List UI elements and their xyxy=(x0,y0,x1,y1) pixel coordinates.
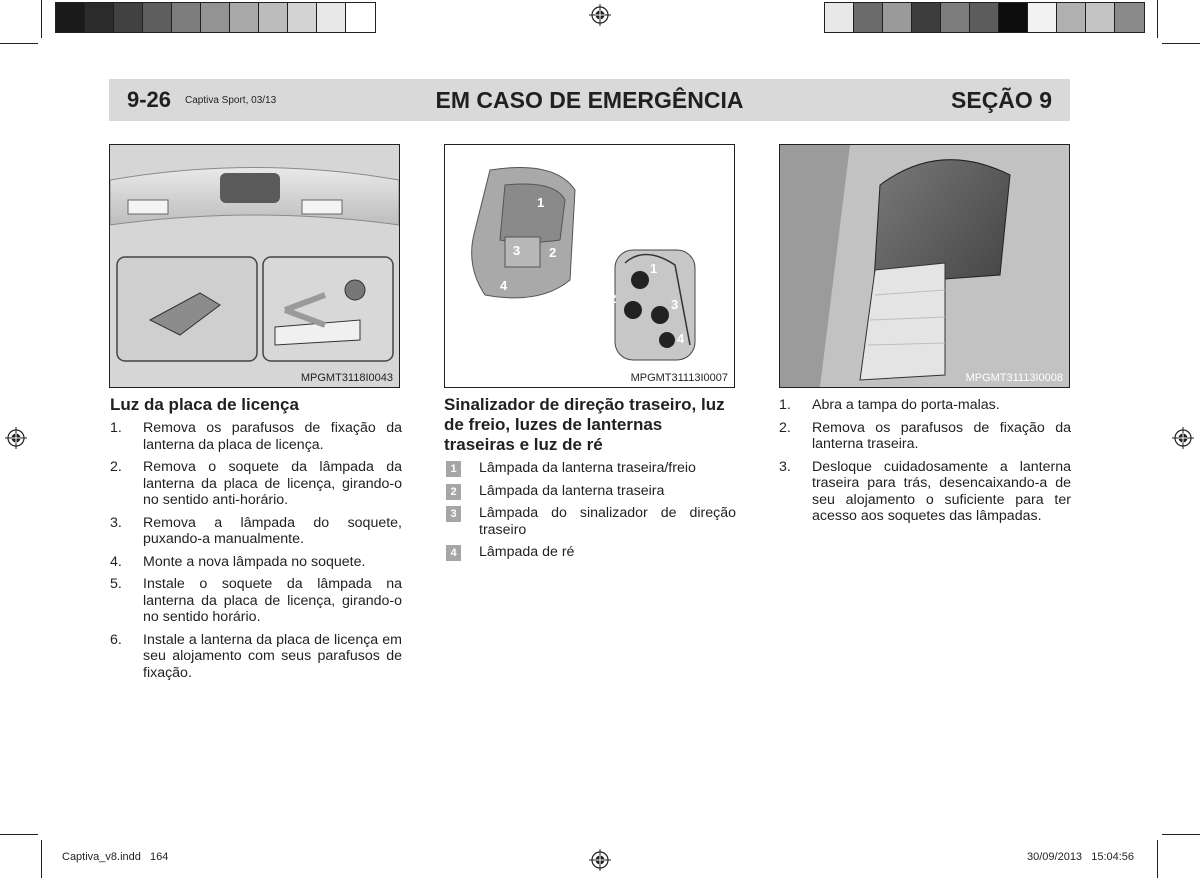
crop-mark xyxy=(1162,43,1200,44)
step-number: 1. xyxy=(110,420,122,436)
step-number: 2. xyxy=(779,419,791,436)
color-swatch xyxy=(85,3,114,32)
column-license-plate-lamp xyxy=(110,395,402,687)
color-swatch xyxy=(1057,3,1086,32)
color-swatch xyxy=(143,3,172,32)
step-text: Instale o soquete da lâmpada na lanterna da placa de licença, girando-o no sentido horário. xyxy=(143,576,402,625)
section-heading: Luz da placa de licença xyxy=(110,395,299,414)
color-swatch xyxy=(825,3,854,32)
color-bar-left xyxy=(55,2,376,33)
column-tail-lamp-removal xyxy=(779,397,1071,531)
registration-mark-icon xyxy=(1172,427,1194,449)
registration-mark-icon xyxy=(5,427,27,449)
step-number: 3. xyxy=(110,514,122,531)
list-item xyxy=(779,459,1071,525)
legend-item xyxy=(444,460,736,477)
color-swatch xyxy=(288,3,317,32)
tail-lamp-photo-illustration xyxy=(780,145,1069,387)
step-number: 2. xyxy=(110,459,122,475)
step-number: 6. xyxy=(110,631,122,648)
legend-badge: 3 xyxy=(446,506,461,522)
section-heading: Sinalizador de direção traseiro, luz de freio, luzes de lanternas traseiras e luz de ré xyxy=(444,395,725,454)
crop-mark xyxy=(1157,840,1158,878)
crop-mark xyxy=(1162,834,1200,835)
section-label: SEÇÃO 9 xyxy=(951,87,1052,113)
step-text: Monte a nova lâmpada no soquete. xyxy=(143,553,366,570)
section-header xyxy=(109,79,1070,121)
crop-mark xyxy=(41,0,42,38)
footer-timestamp: 30/09/2013 15:04:56 xyxy=(1027,851,1135,863)
tail-lamp-diagram-illustration xyxy=(445,145,734,387)
color-swatch xyxy=(114,3,143,32)
registration-mark-icon xyxy=(589,4,611,26)
steps-list xyxy=(779,397,1071,525)
color-swatch xyxy=(1115,3,1144,32)
list-item xyxy=(110,515,402,548)
color-swatch xyxy=(230,3,259,32)
list-item xyxy=(110,420,402,453)
chapter-title: EM CASO DE EMERGÊNCIA xyxy=(435,87,744,113)
legend-badge: 4 xyxy=(446,545,461,561)
callout-2: 2 xyxy=(549,245,557,260)
footer-file: Captiva_v8.indd 164 xyxy=(62,851,169,863)
list-item xyxy=(779,420,1071,453)
figure-license-plate-lamp xyxy=(109,144,400,388)
list-item xyxy=(110,576,402,626)
figure-code: MPGMT31113I0008 xyxy=(965,372,1063,384)
legend-text: Lâmpada do sinalizador de direção traseiro xyxy=(479,505,736,538)
step-text: Instale a lanterna da placa de licença em seu alojamento com seus parafusos de fixação. xyxy=(143,631,402,681)
color-swatch xyxy=(999,3,1028,32)
color-swatch xyxy=(56,3,85,32)
color-swatch xyxy=(883,3,912,32)
color-swatch xyxy=(1028,3,1057,32)
legend-text: Lâmpada de ré xyxy=(479,544,575,560)
legend-badge: 1 xyxy=(446,461,461,477)
color-swatch xyxy=(941,3,970,32)
callout-3: 3 xyxy=(671,297,679,312)
color-swatch xyxy=(1086,3,1115,32)
figure-code: MPGMT3118I0043 xyxy=(300,372,393,384)
list-item xyxy=(110,632,402,682)
step-number: 1. xyxy=(779,397,791,413)
callout-3: 3 xyxy=(513,243,521,258)
figure-tail-lamp-diagram xyxy=(444,144,735,388)
color-swatch xyxy=(259,3,288,32)
color-swatch xyxy=(854,3,883,32)
license-plate-lamp-illustration xyxy=(110,145,399,387)
step-text: Remova o soquete da lâmpada da lanterna da placa de licença, girando-o no sentido anti-horário. xyxy=(143,459,402,508)
legend-item xyxy=(444,544,736,561)
callout-2: 2 xyxy=(609,291,617,306)
step-text: Abra a tampa do porta-malas. xyxy=(812,397,1000,413)
list-item xyxy=(110,554,402,571)
registration-mark-icon xyxy=(589,849,611,871)
step-text: Remova os parafusos de fixação da lanterna da placa de licença. xyxy=(143,420,402,453)
step-number: 5. xyxy=(110,576,122,592)
legend-list xyxy=(444,460,736,561)
step-number: 4. xyxy=(110,553,122,570)
legend-item xyxy=(444,505,736,538)
callout-1: 1 xyxy=(537,195,545,210)
color-swatch xyxy=(317,3,346,32)
legend-text: Lâmpada da lanterna traseira xyxy=(479,482,665,499)
crop-mark xyxy=(1157,0,1158,38)
color-swatch xyxy=(201,3,230,32)
step-text: Desloque cuidadosamente a lanterna traseira para trás, desencaixando-a de seu alojamento o suficiente para ter acesso aos soquetes das lâmpadas. xyxy=(812,458,1071,524)
color-swatch xyxy=(970,3,999,32)
list-item xyxy=(779,397,1071,414)
legend-text: Lâmpada da lanterna traseira/freio xyxy=(479,460,696,476)
crop-mark xyxy=(41,840,42,878)
figure-tail-lamp-photo xyxy=(779,144,1070,388)
color-swatch xyxy=(346,3,375,32)
legend-badge: 2 xyxy=(446,484,461,500)
steps-list xyxy=(110,420,402,681)
crop-mark xyxy=(0,43,38,44)
column-tail-lamps xyxy=(444,395,736,567)
step-text: Remova os parafusos de fixação da lanterna traseira. xyxy=(812,419,1071,452)
page-number: 9-26 xyxy=(127,87,172,112)
color-bar-right xyxy=(824,2,1145,33)
callout-4: 4 xyxy=(677,331,685,346)
step-number: 3. xyxy=(779,458,791,475)
legend-item xyxy=(444,483,736,500)
model-label: Captiva Sport, 03/13 xyxy=(185,95,277,106)
crop-mark xyxy=(0,834,38,835)
color-swatch xyxy=(172,3,201,32)
figure-code: MPGMT31113I0007 xyxy=(630,372,728,384)
callout-1: 1 xyxy=(650,261,658,276)
list-item xyxy=(110,459,402,509)
color-swatch xyxy=(912,3,941,32)
callout-4: 4 xyxy=(500,278,508,293)
step-text: Remova a lâmpada do soquete, puxando-a manualmente. xyxy=(143,514,402,547)
